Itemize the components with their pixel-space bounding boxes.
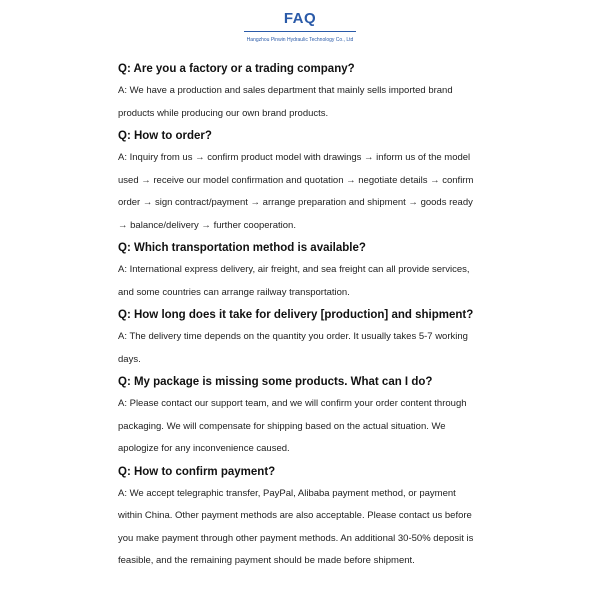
page-title: FAQ <box>283 10 317 27</box>
faq-answer: A: International express delivery, air freight, and sea freight can all provide services, and some countries can arrange railway transportation. <box>118 264 470 298</box>
faq-list <box>118 58 482 573</box>
faq-answer: A: We have a production and sales department that mainly sells imported brand products while producing our own brand products. <box>118 85 453 119</box>
faq-answer: A: The delivery time depends on the quantity you order. It usually takes 5-7 working days. <box>118 331 468 365</box>
faq-question: Q: Are you a factory or a trading company? <box>118 63 355 75</box>
faq-answer: A: Inquiry from us → confirm product model with drawings → inform us of the model used → receive our model confirmation and quotation → negotiate details → confirm order → sign contract/payment → arrange preparation and shipment → goods ready → balance/delivery → further cooperation. <box>118 152 474 231</box>
faq-answer: A: We accept telegraphic transfer, PayPal, Alibaba payment method, or payment within China. Other payment methods are also acceptable. Please contact us before you make payment through other payment methods. An additional 30-50% deposit is feasible, and the remaining payment should be made before shipment. <box>118 487 474 566</box>
faq-question: Q: My package is missing some products. What can I do? <box>118 376 433 388</box>
faq-answer: A: Please contact our support team, and we will confirm your order content through packaging. We will compensate for shipping based on the actual situation. We apologize for any inconvenience caused. <box>118 398 467 454</box>
faq-item <box>118 125 482 237</box>
faq-question: Q: How long does it take for delivery [production] and shipment? <box>118 309 474 321</box>
faq-item <box>118 237 482 304</box>
faq-question: Q: Which transportation method is available? <box>118 242 366 254</box>
title-underline <box>244 31 356 32</box>
company-name: Hangzhou Pinwin Hydraulic Technology Co., Ltd <box>246 37 354 43</box>
faq-page <box>118 0 482 600</box>
faq-question: Q: How to confirm payment? <box>118 465 276 478</box>
faq-item <box>118 371 482 461</box>
faq-item <box>118 461 482 573</box>
faq-question: Q: How to order? <box>118 130 212 142</box>
faq-header <box>118 0 482 52</box>
faq-item <box>118 58 482 125</box>
faq-item <box>118 304 482 371</box>
